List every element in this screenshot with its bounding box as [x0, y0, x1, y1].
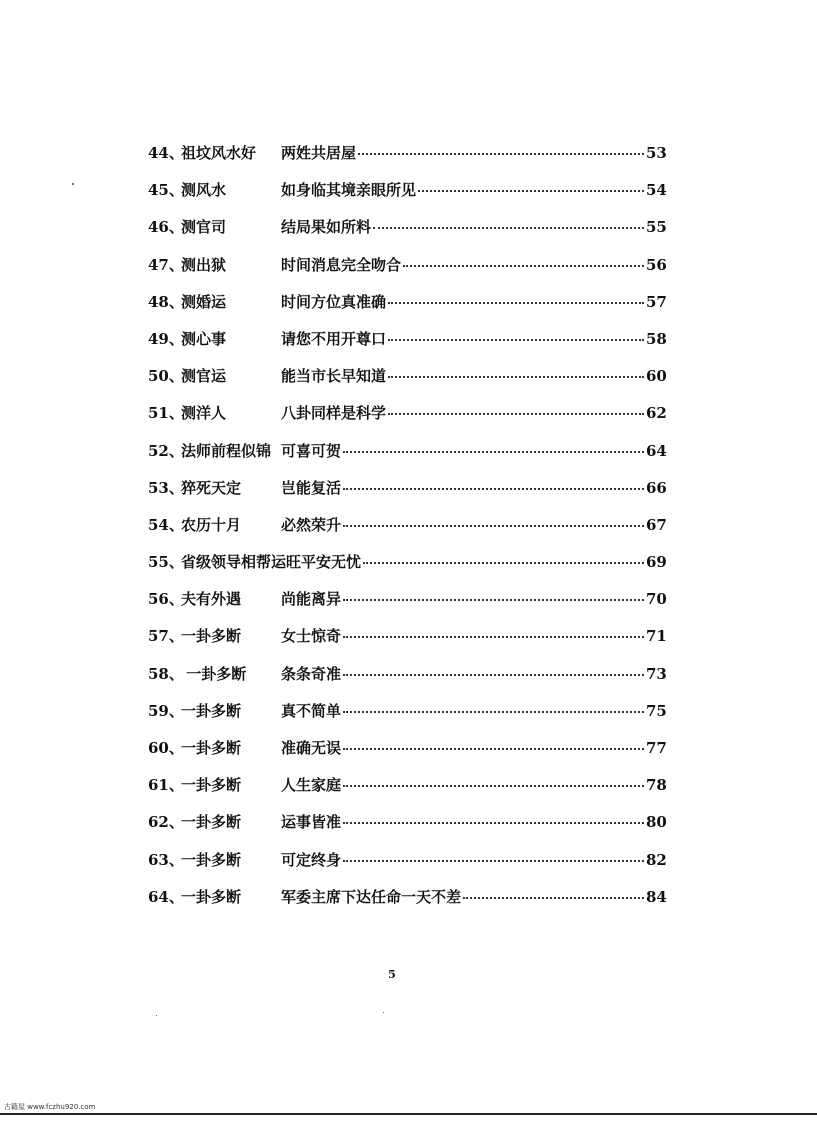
toc-entry-title: 一卦多断: [181, 887, 242, 906]
toc-entry-page: 75: [646, 701, 667, 720]
toc-entry-title: 一卦多断: [181, 813, 242, 832]
toc-entry: [0, 844, 817, 881]
toc-leader-line: [343, 488, 644, 490]
toc-entry-page: 69: [646, 553, 667, 572]
toc-leader-line: [403, 265, 644, 267]
toc-leader-line: [343, 822, 644, 824]
toc-entry-number: 54、: [148, 515, 184, 534]
toc-leader-line: [388, 376, 644, 378]
toc-entry-subtitle: 结局果如所料: [281, 218, 372, 237]
toc-leader-line: [343, 860, 644, 862]
scan-speck: [72, 183, 74, 185]
toc-entry-number: 56、: [148, 590, 184, 609]
toc-leader-line: [343, 599, 644, 601]
toc-entry-title: 测官运: [181, 367, 227, 386]
toc-entry-number: 49、: [148, 329, 184, 348]
toc-entry-subtitle: 八卦同样是科学: [281, 404, 387, 423]
toc-entry-number: 48、: [148, 292, 184, 311]
toc-entry-subtitle: 请您不用开尊口: [281, 329, 387, 348]
toc-entry-page: 53: [646, 144, 667, 162]
page-number: 5: [388, 968, 396, 981]
toc-entry-title: 一卦多断: [181, 739, 242, 757]
toc-entry-number: 51、: [148, 404, 184, 423]
toc-entry-page: 60: [646, 367, 667, 386]
toc-entry-subtitle: 两姓共居屋: [281, 144, 357, 162]
toc-leader-line: [418, 190, 644, 192]
toc-entry-title: 夫有外遇: [181, 590, 242, 609]
scan-speck: [383, 1012, 384, 1013]
toc-entry-subtitle: 军委主席下达任命一天不差: [281, 887, 462, 906]
table-of-contents: [0, 137, 817, 918]
toc-entry: [0, 360, 817, 397]
toc-entry-page: 62: [646, 404, 667, 423]
toc-entry: [0, 397, 817, 434]
toc-entry-subtitle: 时间消息完全吻合: [281, 255, 402, 274]
toc-entry-title: 一卦多断: [181, 664, 247, 683]
toc-entry: [0, 137, 817, 174]
toc-entry-page: 67: [646, 515, 667, 534]
toc-entry-title: 法师前程似锦: [181, 441, 272, 460]
toc-entry-page: 70: [646, 590, 667, 609]
toc-leader-line: [358, 153, 644, 155]
toc-entry-page: 56: [646, 255, 667, 274]
scan-speck: [156, 1015, 157, 1016]
toc-entry-title: 测婚运: [181, 292, 227, 311]
toc-entry-subtitle: 岂能复活: [281, 478, 342, 497]
toc-entry-subtitle: 准确无误: [281, 739, 342, 757]
toc-entry-subtitle: 条条奇准: [281, 664, 342, 683]
toc-leader-line: [343, 674, 644, 676]
toc-entry-title: 农历十月: [181, 515, 242, 534]
toc-entry-number: 52、: [148, 441, 184, 460]
toc-entry: [0, 323, 817, 360]
toc-entry-page: 58: [646, 329, 667, 348]
toc-leader-line: [343, 636, 644, 638]
toc-entry-page: 55: [646, 218, 667, 237]
toc-entry-title: 省级领导相帮运旺平安无忧: [181, 553, 362, 572]
toc-entry-page: 71: [646, 627, 667, 646]
toc-entry: [0, 435, 817, 472]
toc-entry: [0, 732, 817, 769]
footer-url: 古籍屋 www.fczhu920.com: [4, 1103, 96, 1111]
footer-rule: [0, 1113, 817, 1115]
toc-entry-page: 64: [646, 441, 667, 460]
toc-entry-title: 一卦多断: [181, 701, 242, 720]
toc-entry-subtitle: 必然荣升: [281, 515, 342, 534]
toc-entry-title: 猝死天定: [181, 478, 242, 497]
toc-entry-page: 57: [646, 292, 667, 311]
toc-entry: [0, 472, 817, 509]
toc-leader-line: [343, 785, 644, 787]
toc-entry-number: 63、: [148, 850, 184, 869]
toc-entry-page: 77: [646, 739, 667, 757]
toc-entry-number: 58、: [148, 664, 184, 683]
toc-entry-subtitle: 真不简单: [281, 701, 342, 720]
toc-entry-number: 47、: [148, 255, 184, 274]
toc-leader-line: [463, 897, 644, 899]
toc-entry-number: 53、: [148, 478, 184, 497]
toc-entry-title: 一卦多断: [181, 850, 242, 869]
toc-entry-page: 78: [646, 776, 667, 795]
toc-entry-number: 60、: [148, 739, 184, 757]
toc-leader-line: [343, 748, 644, 750]
toc-leader-line: [388, 302, 644, 304]
toc-entry-subtitle: 运事皆准: [281, 813, 342, 832]
toc-entry-number: 61、: [148, 776, 184, 795]
toc-entry-page: 73: [646, 664, 667, 683]
toc-entry-subtitle: 可定终身: [281, 850, 342, 869]
toc-entry-title: 测心事: [181, 329, 227, 348]
toc-leader-line: [373, 227, 644, 229]
toc-entry: [0, 174, 817, 211]
toc-entry-number: 46、: [148, 218, 184, 237]
toc-entry-number: 45、: [148, 181, 184, 200]
toc-entry-subtitle: 能当市长早知道: [281, 367, 387, 386]
toc-entry-subtitle: 女士惊奇: [281, 627, 342, 646]
toc-entry: [0, 286, 817, 323]
toc-entry-page: 82: [646, 850, 667, 869]
toc-entry-number: 55、: [148, 553, 184, 572]
toc-leader-line: [343, 451, 644, 453]
toc-entry-number: 64、: [148, 887, 184, 906]
toc-entry: [0, 695, 817, 732]
toc-entry: [0, 658, 817, 695]
toc-entry: [0, 881, 817, 918]
toc-entry-page: 84: [646, 887, 667, 906]
toc-leader-line: [343, 711, 644, 713]
toc-entry-subtitle: 尚能离异: [281, 590, 342, 609]
toc-leader-line: [388, 413, 644, 415]
toc-entry-page: 54: [646, 181, 667, 200]
toc-entry-page: 66: [646, 478, 667, 497]
toc-entry: [0, 583, 817, 620]
toc-entry-subtitle: 如身临其境亲眼所见: [281, 181, 417, 200]
toc-entry: [0, 509, 817, 546]
toc-entry-number: 62、: [148, 813, 184, 832]
toc-entry: [0, 546, 817, 583]
toc-entry-number: 59、: [148, 701, 184, 720]
toc-entry-number: 50、: [148, 367, 184, 386]
toc-leader-line: [388, 339, 644, 341]
toc-entry: [0, 249, 817, 286]
toc-leader-line: [363, 562, 644, 564]
toc-entry-subtitle: 可喜可贺: [281, 441, 342, 460]
toc-entry: [0, 620, 817, 657]
toc-entry-subtitle: 人生家庭: [281, 776, 342, 795]
toc-entry-title: 祖坟风水好: [181, 144, 257, 162]
toc-entry-title: 测洋人: [181, 404, 227, 423]
toc-entry-title: 一卦多断: [181, 776, 242, 795]
toc-entry: [0, 806, 817, 843]
toc-entry-title: 测官司: [181, 218, 227, 237]
toc-entry-subtitle: 时间方位真准确: [281, 292, 387, 311]
toc-entry-title: 一卦多断: [181, 627, 242, 646]
toc-entry: [0, 769, 817, 806]
toc-entry-title: 测风水: [181, 181, 227, 200]
toc-entry-page: 80: [646, 813, 667, 832]
toc-entry-number: 57、: [148, 627, 184, 646]
toc-leader-line: [343, 525, 644, 527]
toc-entry-title: 测出狱: [181, 255, 227, 274]
toc-entry-number: 44、: [148, 144, 184, 162]
toc-entry: [0, 211, 817, 248]
